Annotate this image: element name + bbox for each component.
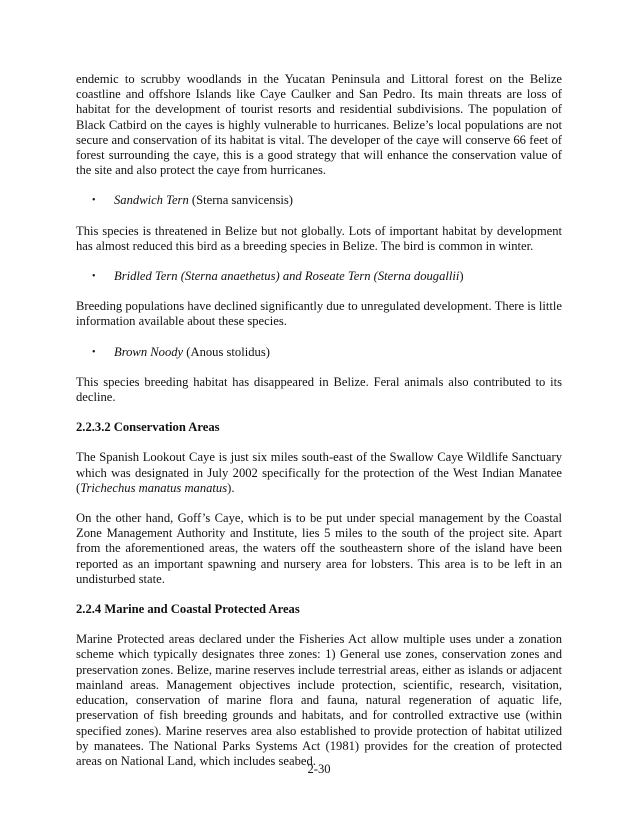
bullet-brown-noody bbox=[76, 345, 562, 360]
section-heading-marine-protected-areas: 2.2.4 Marine and Coastal Protected Areas bbox=[76, 602, 300, 617]
document-page bbox=[76, 72, 562, 769]
bullet-marker: • bbox=[92, 195, 96, 207]
scientific-name: ) bbox=[459, 269, 464, 284]
bullet-marker: • bbox=[92, 271, 96, 283]
scientific-name: (Anous stolidus) bbox=[183, 344, 270, 359]
manatee-scientific-name: Trichechus manatus manatus bbox=[80, 480, 228, 495]
paragraph-black-catbird: endemic to scrubby woodlands in the Yucatan Peninsula and Littoral forest on the Belize coastline and offshore Islands like Caye Caulker and San Pedro. Its main threats are loss of habitat for the development of tourist resorts and residential subdivisions. The population of Black Catbird on the cayes is highly vulnerable to hurricanes. Belize’s local populations are not secure and conservation of its habitat is vital. The developer of the caye will conserve 66 feet of forest surrounding the caye, this is a good strategy that will enhance the conservation value of the site and also protect the caye from hurricanes. bbox=[76, 72, 562, 178]
paragraph-spanish-lookout: The Spanish Lookout Caye is just six miles south-east of the Swallow Caye Wildlife Sanctuary which was designated in July 2002 specifically for the protection of the West Indian Manatee (Trichechus manatus manatus). bbox=[76, 450, 562, 495]
species-name: Brown Noody bbox=[114, 344, 184, 359]
bullet-sandwich-tern bbox=[76, 193, 562, 208]
paragraph-sandwich-tern: This species is threatened in Belize but not globally. Lots of important habitat by development has almost reduced this bird as a breeding species in Belize. The bird is common in winter. bbox=[76, 223, 562, 253]
bullet-bridled-roseate-tern bbox=[76, 269, 562, 284]
scientific-name: (Sterna sanvicensis) bbox=[188, 193, 293, 208]
species-name: Bridled Tern (Sterna anaethetus) and Roseate Tern (Sterna dougallii bbox=[114, 269, 460, 284]
paragraph-brown-noody: This species breeding habitat has disappeared in Belize. Feral animals also contributed to its decline. bbox=[76, 374, 562, 405]
paragraph-marine-protected-areas: Marine Protected areas declared under the Fisheries Act allow multiple uses under a zonation scheme which typically designates three zones: 1) General use zones, conservation zones and preservation zones. Belize, marine reserves include terrestrial areas, either as islands or adjacent mainland areas. Management objectives include protection, scientific, research, visitation, education, conservation of marine flora and fauna, natural regeneration of aquatic life, preservation of fish breeding grounds and habitats, and for controlled extractive use (within specified zones). Marine reserves area also established to provide protection of habitat utilized by manatees. The National Parks Systems Act (1981) provides for the creation of protected areas on National Land, which includes seabed. bbox=[76, 632, 562, 768]
paragraph-goffs-caye: On the other hand, Goff’s Caye, which is to be put under special management by the Coastal Zone Management Authority and Institute, lies 5 miles to the south of the project site. Apart from the aforementioned areas, the waters off the southeastern shore of the island have been reported as an important spawning and nursery area for lobsters. This area is to be left in an undisturbed state. bbox=[76, 511, 562, 586]
paragraph-terns: Breeding populations have declined significantly due to unregulated development. There is little information available about these species. bbox=[76, 299, 562, 329]
species-name: Sandwich Tern bbox=[114, 193, 189, 208]
bullet-marker: • bbox=[92, 346, 96, 358]
section-heading-conservation-areas: 2.2.3.2 Conservation Areas bbox=[76, 420, 220, 435]
page-number: 2-30 bbox=[307, 762, 331, 776]
